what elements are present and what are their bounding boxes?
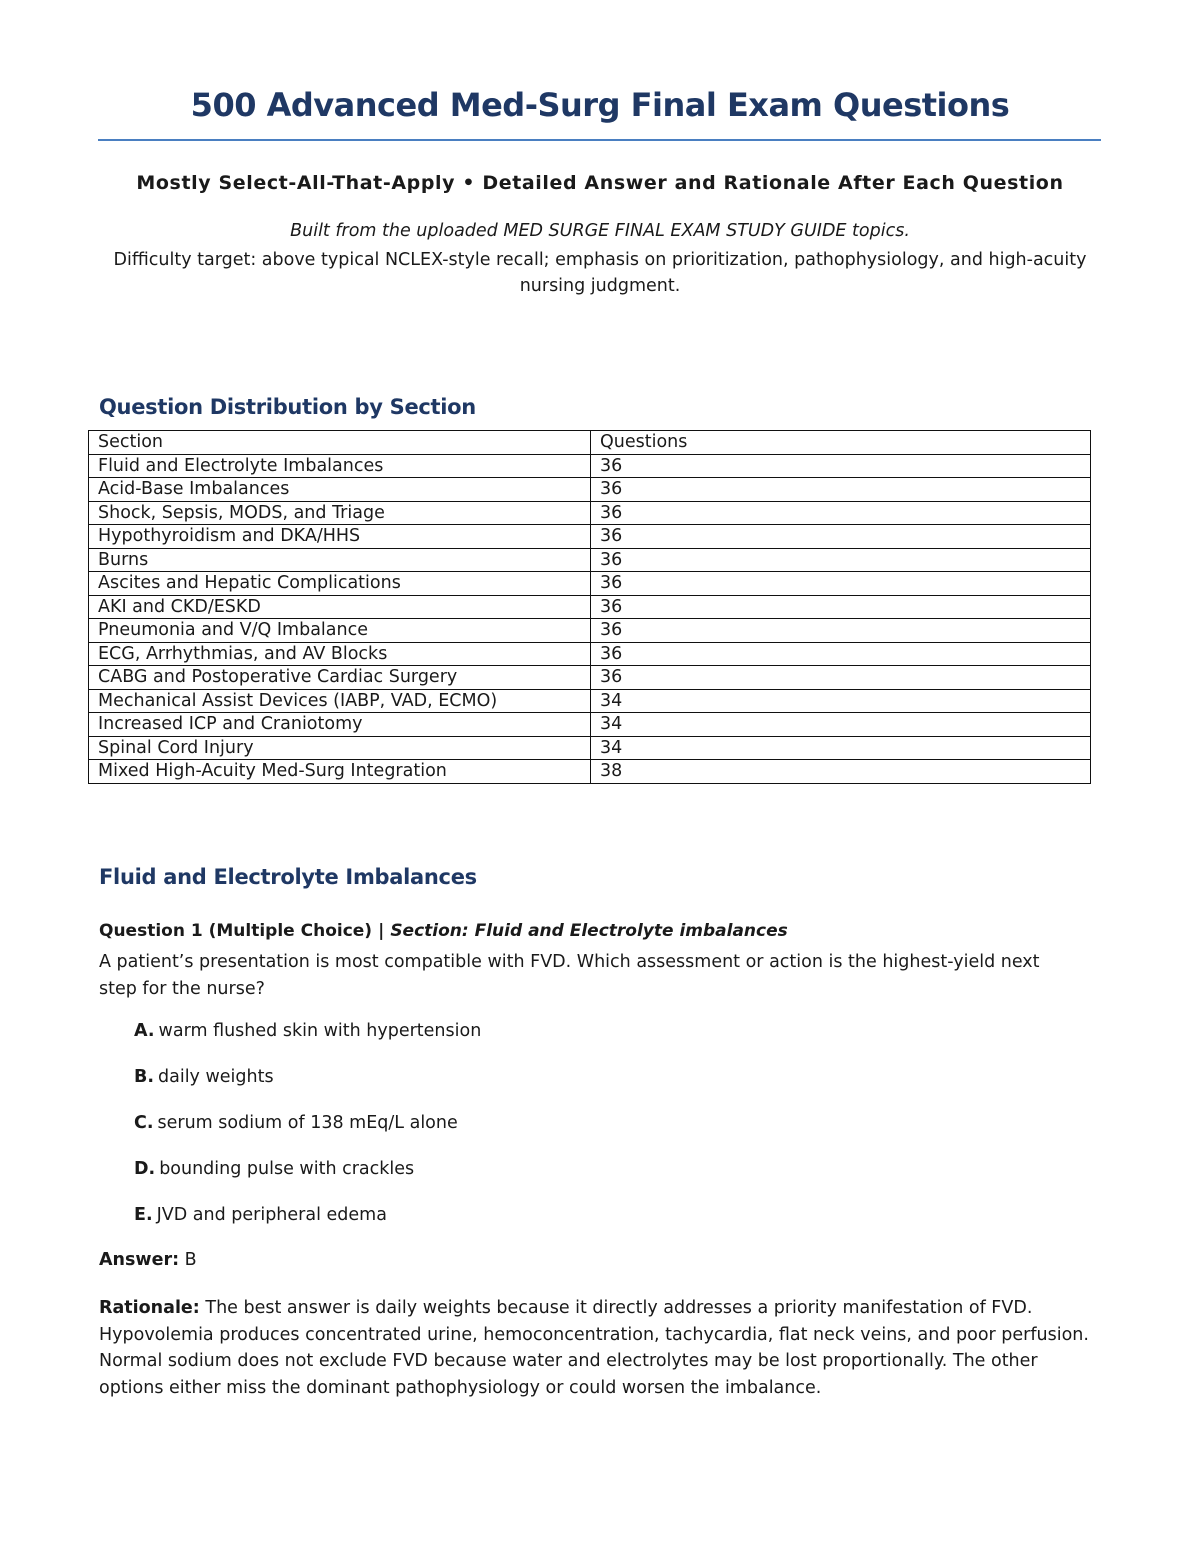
table-row [89, 689, 1091, 713]
section-name-cell: Fluid and Electrolyte Imbalances [89, 454, 591, 478]
answer-option-a [134, 1021, 481, 1041]
option-text: serum sodium of 138 mEq/L alone [157, 1113, 458, 1133]
table-row [89, 501, 1091, 525]
rationale-text: The best answer is daily weights because it directly addresses a priority manifestation of FVD. Hypovolemia produces concentrated urine, hemoconcentration, tachycardia, flat neck veins, and poor perfusion. Normal sodium does not exclude FVD because water and electrolytes may be lost proportionally. The other options either miss the dominant pathophysiology or could worsen the imbalance. [99, 1298, 1089, 1398]
question-count-cell: 36 [591, 572, 1091, 596]
option-letter: E. [134, 1205, 153, 1225]
document-subtitle: Mostly Select-All-That-Apply • Detailed Answer and Rationale After Each Question [136, 172, 1064, 194]
section-name-cell: CABG and Postoperative Cardiac Surgery [89, 666, 591, 690]
source-note: Built from the uploaded MED SURGE FINAL EXAM STUDY GUIDE topics. [290, 221, 910, 241]
question-section-label: Section: Fluid and Electrolyte imbalances [390, 921, 788, 941]
table-row [89, 642, 1091, 666]
section-name-cell: Mixed High-Acuity Med-Surg Integration [89, 760, 591, 784]
table-header-row [89, 431, 1091, 455]
question-count-cell: 38 [591, 760, 1091, 784]
rationale-paragraph [99, 1295, 1099, 1401]
option-text: JVD and peripheral edema [156, 1205, 387, 1225]
column-header-section: Section [89, 431, 591, 455]
option-letter: D. [134, 1159, 156, 1179]
rationale-label: Rationale: [99, 1298, 200, 1318]
option-letter: C. [134, 1113, 154, 1133]
section-name-cell: Acid-Base Imbalances [89, 478, 591, 502]
table-row [89, 525, 1091, 549]
document-title: 500 Advanced Med-Surg Final Exam Questions [190, 86, 1010, 124]
option-text: daily weights [158, 1067, 274, 1087]
question-count-cell: 36 [591, 619, 1091, 643]
table-row [89, 454, 1091, 478]
section-name-cell: Mechanical Assist Devices (IABP, VAD, ECMO) [89, 689, 591, 713]
distribution-heading: Question Distribution by Section [99, 395, 476, 419]
question-stem: A patient’s presentation is most compatible with FVD. Which assessment or action is the highest-yield next step for the nurse? [99, 952, 1040, 999]
section-name-cell: Burns [89, 548, 591, 572]
question-count-cell: 36 [591, 595, 1091, 619]
table-row [89, 713, 1091, 737]
section-name-cell: Hypothyroidism and DKA/HHS [89, 525, 591, 549]
question-count-cell: 34 [591, 736, 1091, 760]
option-text: bounding pulse with crackles [159, 1159, 415, 1179]
answer-option-c [134, 1113, 458, 1133]
answer-label: Answer: [99, 1250, 180, 1270]
question-count-cell: 36 [591, 501, 1091, 525]
difficulty-note: Difficulty target: above typical NCLEX-style recall; emphasis on prioritization, pathophysiology, and high-acuity nursing judgment. [113, 250, 1087, 296]
distribution-table [88, 430, 1091, 784]
table-row [89, 572, 1091, 596]
table-row [89, 666, 1091, 690]
option-text: warm flushed skin with hypertension [158, 1021, 482, 1041]
section-name-cell: Pneumonia and V/Q Imbalance [89, 619, 591, 643]
answer-value: B [184, 1250, 197, 1270]
section-name-cell: ECG, Arrhythmias, and AV Blocks [89, 642, 591, 666]
table-row [89, 478, 1091, 502]
section-name-cell: Shock, Sepsis, MODS, and Triage [89, 501, 591, 525]
answer-option-b [134, 1067, 274, 1087]
answer-line [99, 1250, 197, 1270]
question-count-cell: 36 [591, 666, 1091, 690]
header-separator: | [378, 921, 385, 941]
section-heading: Fluid and Electrolyte Imbalances [99, 865, 477, 889]
question-label: Question 1 (Multiple Choice) [99, 921, 373, 941]
section-name-cell: Increased ICP and Craniotomy [89, 713, 591, 737]
question-count-cell: 36 [591, 478, 1091, 502]
option-letter: A. [134, 1021, 155, 1041]
question-count-cell: 36 [591, 548, 1091, 572]
section-name-cell: Spinal Cord Injury [89, 736, 591, 760]
answer-option-e [134, 1205, 387, 1225]
table-row [89, 760, 1091, 784]
question-count-cell: 36 [591, 454, 1091, 478]
section-name-cell: AKI and CKD/ESKD [89, 595, 591, 619]
question-count-cell: 36 [591, 525, 1091, 549]
option-letter: B. [134, 1067, 154, 1087]
table-row [89, 619, 1091, 643]
question-count-cell: 34 [591, 689, 1091, 713]
answer-option-d [134, 1159, 414, 1179]
section-name-cell: Ascites and Hepatic Complications [89, 572, 591, 596]
title-divider [98, 139, 1101, 141]
table-row [89, 548, 1091, 572]
question-header [99, 921, 788, 941]
question-count-cell: 34 [591, 713, 1091, 737]
table-row [89, 595, 1091, 619]
question-count-cell: 36 [591, 642, 1091, 666]
table-row [89, 736, 1091, 760]
column-header-questions: Questions [591, 431, 1091, 455]
